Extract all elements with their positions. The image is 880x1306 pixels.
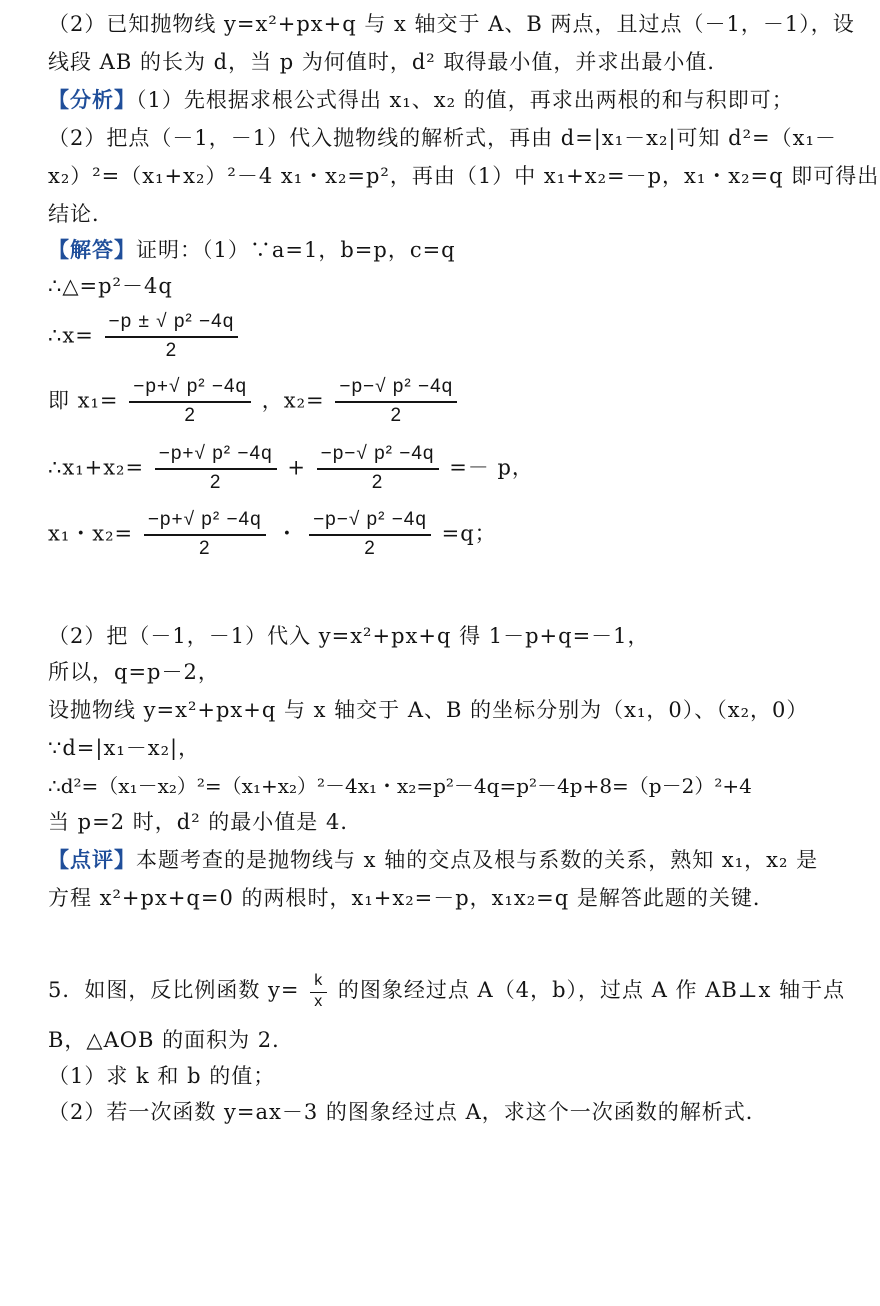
part2-line-5: ∴d²=（x₁－x₂）²=（x₁+x₂）²－4x₁・x₂=p²－4q=p²－4p+8=（p－2）²+4 (48, 774, 752, 798)
formula-sum: ∴x₁+x₂= $\frac{\text{−p+√ p² −4q}}{2}$ + $\frac{\text{−p−√ p² −4q}}{2}$ =－ p， (48, 442, 534, 496)
part2-line-6: 当 p=2 时，d² 的最小值是 4． (48, 810, 363, 834)
problem5-line-1: 5．如图，反比例函数 y= $\frac{k}{x}$ 的图象经过点 A（4，b），过点 A 作 AB⊥x 轴于点 (48, 972, 846, 1010)
part2-line-8: 方程 x²+px+q=0 的两根时，x₁+x₂=－p，x₁x₂=q 是解答此题的关键． (48, 886, 775, 910)
fraction-x2: $\frac{\text{−p−√ p² −4q}}{2}$ (335, 375, 457, 429)
part2-line-1: （2）把（－1，－1）代入 y=x²+px+q 得 1－p+q=－1， (48, 624, 650, 648)
solution-tag: 【解答】 (48, 237, 136, 262)
part2-line-4: ∵d=|x₁－x₂|， (48, 736, 201, 760)
fraction-sum-b: $\frac{\text{−p−√ p² −4q}}{2}$ (317, 442, 439, 496)
line-2: 线段 AB 的长为 d，当 p 为何值时，d² 取得最小值，并求出最小值． (48, 50, 730, 74)
line-8: ∴△=p²－4q (48, 274, 173, 298)
formula-x: ∴x= $\frac{\text{−p ± √ p² −4q}}{2}$ (48, 310, 241, 364)
fraction-prod-a: $\frac{\text{−p+√ p² −4q}}{2}$ (144, 508, 266, 562)
line-6: 结论． (48, 202, 114, 226)
fraction-k-over-x: $\frac{k}{x}$ (310, 972, 327, 1011)
line-5: x₂）²=（x₁+x₂）²－4 x₁・x₂=p²，再由（1）中 x₁+x₂=－p，x₁・x₂=q 即可得出 (48, 164, 880, 188)
line-1: （2）已知抛物线 y=x²+px+q 与 x 轴交于 A、B 两点，且过点（－1，－1），设 (48, 12, 855, 36)
line-4: （2）把点（－1，－1）代入抛物线的解析式，再由 d=|x₁－x₂|可知 d²=（x₁－ (48, 126, 837, 150)
formula-product: x₁・x₂= $\frac{\text{−p+√ p² −4q}}{2}$ ・ $\frac{\text{−p−√ p² −4q}}{2}$ =q； (48, 508, 497, 562)
analysis-tag: 【分析】 (48, 87, 136, 112)
problem5-line-4: （2）若一次函数 y=ax－3 的图象经过点 A，求这个一次函数的解析式． (48, 1100, 768, 1124)
comment-tag: 【点评】 (48, 847, 136, 872)
comment-line: 【点评】本题考查的是抛物线与 x 轴的交点及根与系数的关系，熟知 x₁，x₂ 是 (48, 847, 819, 872)
formula-x1-x2: 即 x₁= $\frac{\text{−p+√ p² −4q}}{2}$ ，x₂= $\frac{\text{−p−√ p² −4q}}{2}$ (48, 375, 460, 429)
problem5-line-2: B，△AOB 的面积为 2． (48, 1028, 295, 1052)
fraction-sum-a: $\frac{\text{−p+√ p² −4q}}{2}$ (155, 442, 277, 496)
fraction-x1: $\frac{\text{−p+√ p² −4q}}{2}$ (129, 375, 251, 429)
problem5-line-3: （1）求 k 和 b 的值； (48, 1064, 276, 1088)
fraction-prod-b: $\frac{\text{−p−√ p² −4q}}{2}$ (309, 508, 431, 562)
solution-line: 【解答】证明：（1）∵a=1，b=p，c=q (48, 237, 456, 262)
part2-line-3: 设抛物线 y=x²+px+q 与 x 轴交于 A、B 的坐标分别为（x₁，0）、（x₂，0） (48, 698, 809, 722)
fraction-x: $\frac{\text{−p ± √ p² −4q}}{2}$ (105, 310, 239, 364)
part2-line-2: 所以，q=p－2， (48, 660, 220, 684)
analysis-line: 【分析】（1）先根据求根公式得出 x₁、x₂ 的值，再求出两根的和与积即可； (48, 87, 794, 112)
